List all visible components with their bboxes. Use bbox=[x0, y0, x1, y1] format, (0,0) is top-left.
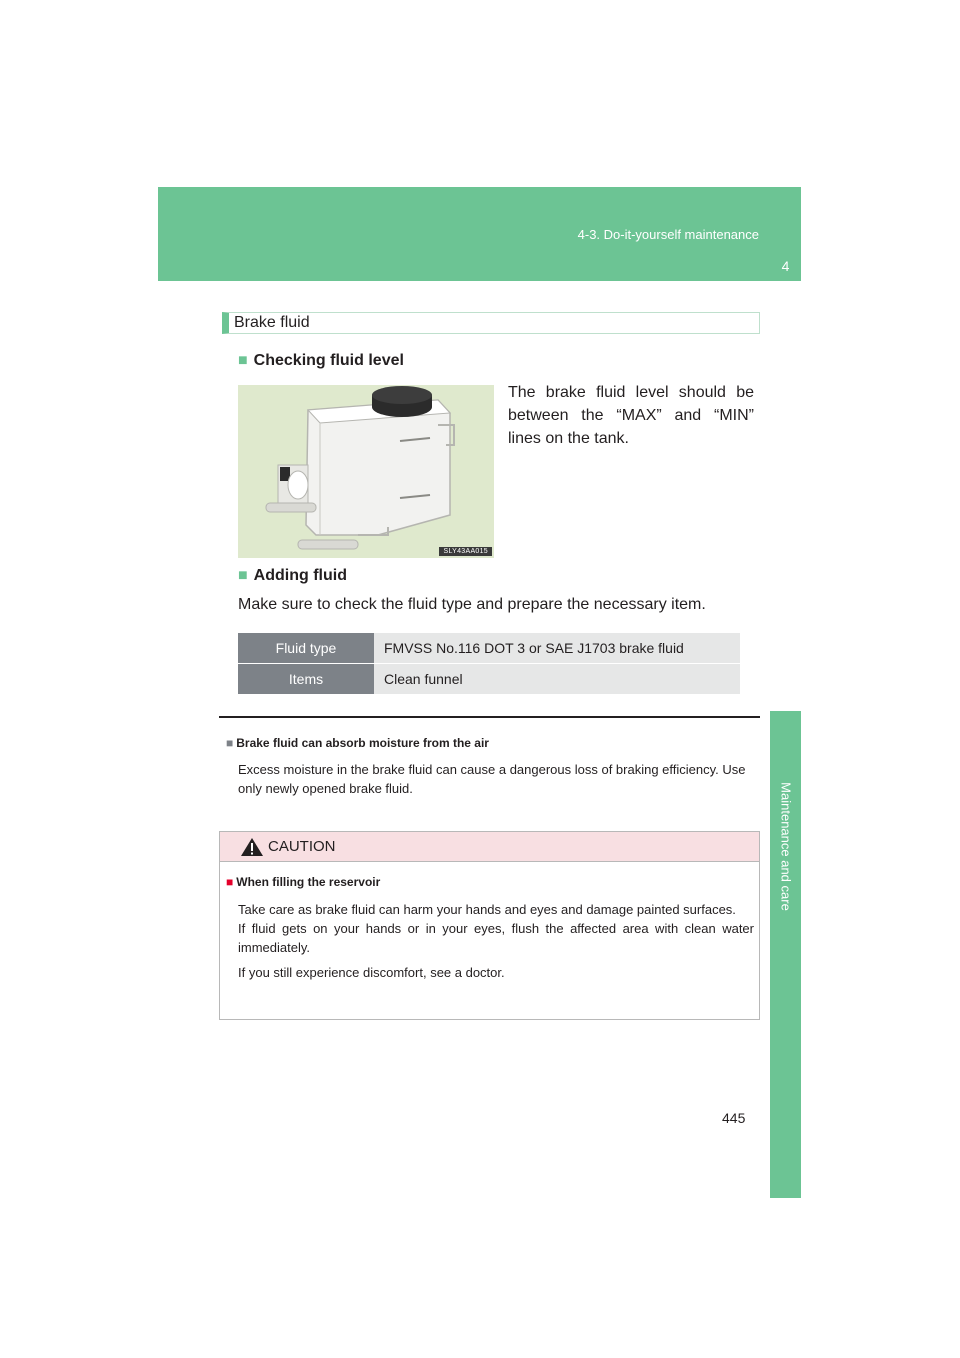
image-code-label: SLY43AA015 bbox=[439, 547, 492, 556]
warning-triangle-icon bbox=[240, 837, 264, 857]
section-breadcrumb: 4-3. Do-it-yourself maintenance bbox=[577, 227, 759, 242]
adding-heading-label: Adding fluid bbox=[253, 567, 347, 584]
caution-box bbox=[219, 831, 760, 1020]
caution-header bbox=[220, 832, 759, 862]
fluid-level-description: The brake fluid level should be between the “MAX” and “MIN” lines on the tank. bbox=[508, 384, 754, 447]
fluid-spec-table bbox=[238, 633, 740, 695]
table-value: FMVSS No.116 DOT 3 or SAE J1703 brake fluid bbox=[374, 633, 740, 663]
note-body: Excess moisture in the brake fluid can cause a dangerous loss of braking efficiency. Use only newly opened brake fluid. bbox=[238, 762, 746, 796]
caution-title-label: When filling the reservoir bbox=[236, 875, 381, 889]
table-row bbox=[238, 664, 740, 694]
checking-heading-label: Checking fluid level bbox=[253, 352, 404, 369]
header-band bbox=[158, 187, 801, 281]
table-key: Items bbox=[238, 664, 374, 694]
caution-body bbox=[238, 900, 754, 988]
caution-paragraph: If fluid gets on your hands or in your eyes, flush the affected area with clean water immediately. bbox=[238, 921, 754, 955]
caution-paragraph: If you still experience discomfort, see a doctor. bbox=[238, 965, 505, 980]
brake-fluid-reservoir-image bbox=[238, 385, 494, 558]
chapter-number: 4 bbox=[781, 258, 790, 274]
square-bullet-icon: ■ bbox=[238, 567, 248, 584]
caution-title bbox=[226, 875, 380, 889]
reservoir-illustration bbox=[238, 385, 494, 558]
chapter-label-container bbox=[770, 711, 801, 1198]
table-value: Clean funnel bbox=[374, 664, 740, 694]
section-heading: Brake fluid bbox=[222, 312, 760, 334]
page-number: 445 bbox=[722, 1110, 746, 1126]
caution-paragraph: Take care as brake fluid can harm your hands and eyes and damage painted surfaces. bbox=[238, 902, 736, 917]
table-key: Fluid type bbox=[238, 633, 374, 663]
side-tab-gap bbox=[770, 281, 801, 711]
notes-divider bbox=[219, 716, 760, 718]
chapter-label: Maintenance and care bbox=[778, 782, 793, 911]
square-bullet-icon: ■ bbox=[238, 352, 248, 369]
caution-label: CAUTION bbox=[268, 838, 336, 855]
table-row bbox=[238, 633, 740, 663]
adding-instructions: Make sure to check the fluid type and prepare the necessary item. bbox=[238, 596, 706, 613]
checking-heading bbox=[238, 352, 404, 370]
square-bullet-icon: ■ bbox=[226, 875, 234, 889]
adding-heading bbox=[238, 567, 347, 585]
note-title-label: Brake fluid can absorb moisture from the air bbox=[236, 736, 489, 750]
square-bullet-icon: ■ bbox=[226, 736, 234, 750]
note-title bbox=[226, 736, 489, 750]
